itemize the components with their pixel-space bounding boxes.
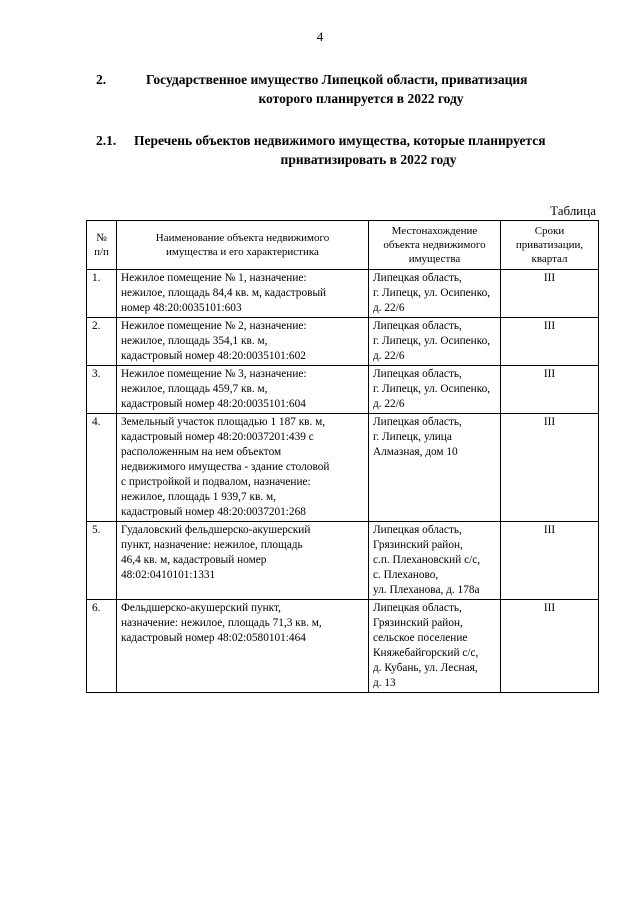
cell-number: 1. [87, 270, 117, 318]
table-row [87, 522, 599, 600]
section-title-line1: Государственное имущество Липецкой области, приватизация [146, 72, 528, 87]
table-row [87, 414, 599, 522]
cell-name: Земельный участок площадью 1 187 кв. м, кадастровый номер 48:20:0037201:439 с расположенным на нем объектом недвижимого имущества - здание столовой с пристройкой и подвалом, назначение: нежилое, площадь 1 939,7 кв. м, кадастровый номер 48:20:0037201:268 [117, 414, 369, 522]
subsection-heading [96, 131, 601, 169]
cell-quarter: III [501, 522, 599, 600]
header-number: № п/п [87, 221, 117, 270]
cell-location: Липецкая область, Грязинский район, с.п. Плехановский с/с, с. Плеханово, ул. Плеханова, д. 178а [369, 522, 501, 600]
header-location: Местонахождение объекта недвижимого имущества [369, 221, 501, 270]
property-table [86, 220, 599, 693]
cell-location: Липецкая область, г. Липецк, ул. Осипенко, д. 22/6 [369, 318, 501, 366]
cell-name: Нежилое помещение № 3, назначение: нежилое, площадь 459,7 кв. м, кадастровый номер 48:20:0035101:604 [117, 366, 369, 414]
table-header-row [87, 221, 599, 270]
cell-location: Липецкая область, Грязинский район, сельское поселение Княжебайгорский с/с, д. Кубань, ул. Лесная, д. 13 [369, 600, 501, 693]
cell-location: Липецкая область, г. Липецк, ул. Осипенко, д. 22/6 [369, 366, 501, 414]
table-caption: Таблица [550, 203, 596, 218]
cell-location: Липецкая область, г. Липецк, улица Алмазная, дом 10 [369, 414, 501, 522]
section-title-line2: которого планируется в 2022 году [258, 91, 464, 106]
cell-name: Гудаловский фельдшерско-акушерский пункт, назначение: нежилое, площадь 46,4 кв. м, кадастровый номер 48:02:0410101:1331 [117, 522, 369, 600]
subsection-title-line1: Перечень объектов недвижимого имущества, которые планируется [134, 133, 546, 148]
cell-location: Липецкая область, г. Липецк, ул. Осипенко, д. 22/6 [369, 270, 501, 318]
header-name: Наименование объекта недвижимого имущества и его характеристика [117, 221, 369, 270]
page-number: 4 [316, 29, 324, 44]
cell-quarter: III [501, 600, 599, 693]
header-quarter: Сроки приватизации, квартал [501, 221, 599, 270]
cell-quarter: III [501, 270, 599, 318]
table-row [87, 270, 599, 318]
table-row [87, 366, 599, 414]
table-row [87, 318, 599, 366]
cell-quarter: III [501, 414, 599, 522]
cell-number: 5. [87, 522, 117, 600]
section-heading [96, 70, 586, 108]
cell-number: 6. [87, 600, 117, 693]
cell-number: 4. [87, 414, 117, 522]
cell-quarter: III [501, 366, 599, 414]
subsection-title-line2: приватизировать в 2022 году [280, 152, 457, 167]
cell-name: Нежилое помещение № 1, назначение: нежилое, площадь 84,4 кв. м, кадастровый номер 48:20:0035101:603 [117, 270, 369, 318]
cell-quarter: III [501, 318, 599, 366]
cell-name: Нежилое помещение № 2, назначение: нежилое, площадь 354,1 кв. м, кадастровый номер 48:20:0035101:602 [117, 318, 369, 366]
cell-number: 3. [87, 366, 117, 414]
subsection-number: 2.1. [96, 133, 117, 148]
cell-number: 2. [87, 318, 117, 366]
cell-name: Фельдшерско-акушерский пункт, назначение: нежилое, площадь 71,3 кв. м, кадастровый номер 48:02:0580101:464 [117, 600, 369, 693]
section-number: 2. [96, 72, 107, 87]
table-row [87, 600, 599, 693]
